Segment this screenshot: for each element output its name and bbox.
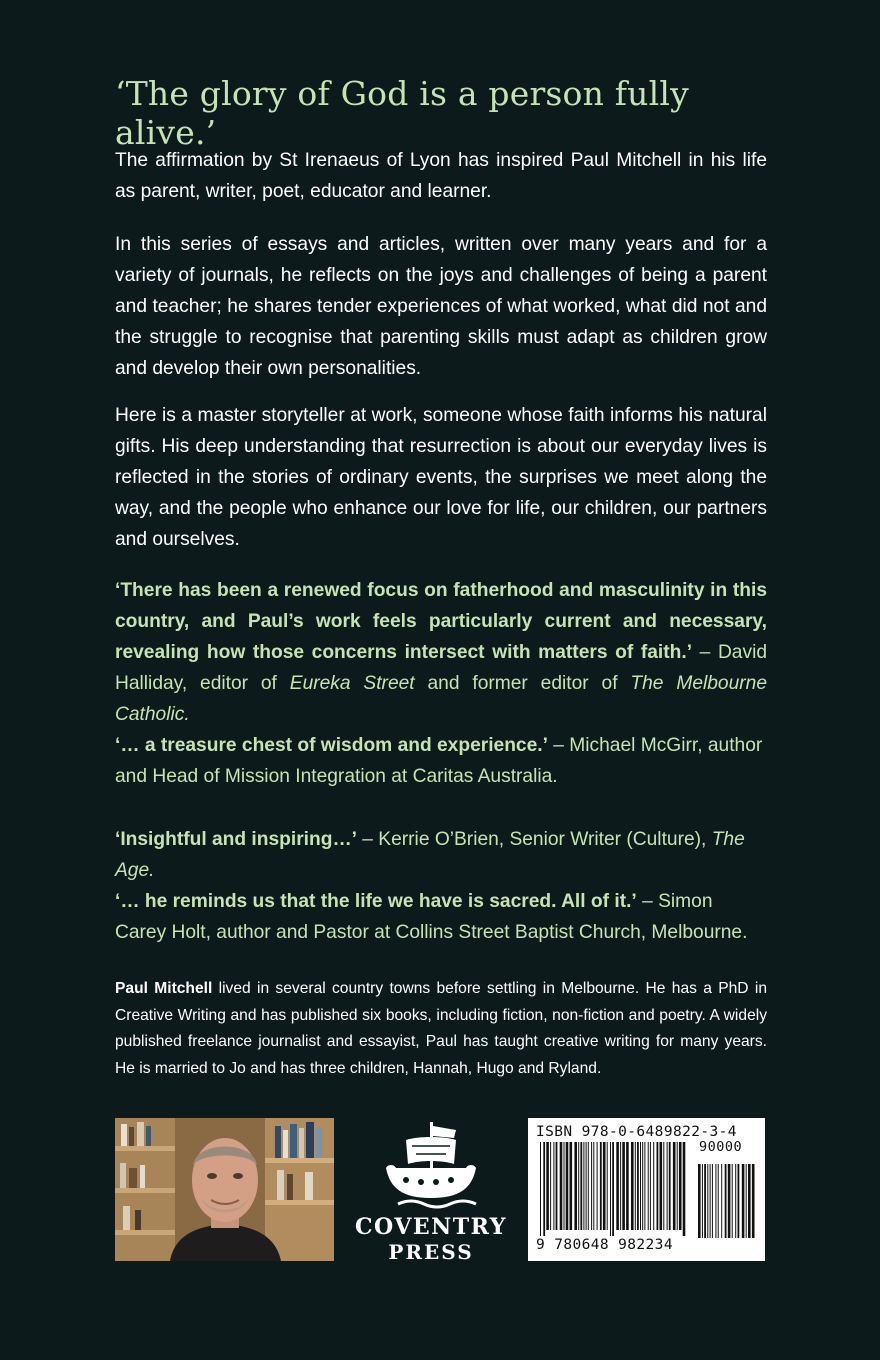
author-photo: [115, 1118, 334, 1261]
isbn-barcode: [528, 1118, 765, 1261]
barcode-bars: [536, 1142, 758, 1238]
isbn-label: ISBN 978-0-6489822-3-4: [536, 1124, 737, 1140]
publication-title: Eureka Street: [289, 673, 415, 694]
endorsement-quote: ‘… a treasure chest of wisdom and experience.’: [115, 735, 548, 756]
endorsement-1: [115, 575, 767, 730]
author-name: Paul Mitchell: [115, 980, 213, 997]
barcode-addon-digits: 90000: [699, 1139, 743, 1155]
publisher-name-line1: COVENTRY: [355, 1214, 507, 1240]
endorsement-4: [115, 886, 767, 948]
author-bio-text: lived in several country towns before settling in Melbourne. He has a PhD in Creative Writing and has published six books, including fiction, non-fiction and poetry. A widely published freelance journalist and essayist, Paul has taught creative writing for many years. He is married to Jo and has three children, Hannah, Hugo and Ryland.: [115, 980, 767, 1077]
endorsement-quote: ‘Insightful and inspiring…’: [115, 829, 357, 850]
endorsement-attribution: – Kerrie O’Brien, Senior Writer (Culture),: [356, 829, 712, 850]
publication-title: The Melbourne Catholic.: [115, 673, 767, 725]
endorsement-quote: ‘… he reminds us that the life we have is sacred. All of it.’: [115, 891, 637, 912]
headline-quote: ‘The glory of God is a person fully alive.’: [115, 74, 689, 152]
endorsement-attribution: – Simon Carey Holt, author and Pastor at Collins Street Baptist Church, Melbourne.: [115, 891, 748, 943]
endorsement-3: [115, 824, 767, 886]
endorsement-attribution: – David Halliday, editor of: [115, 642, 768, 694]
publisher-name-line2: PRESS: [388, 1240, 474, 1264]
endorsement-2: [115, 730, 767, 792]
description-paragraph-3: Here is a master storyteller at work, someone whose faith informs his natural gifts. His deep understanding that resurrection is about our everyday lives is reflected in the stories of ordinary events, the surprises we meet along the way, and the people who enhance our love for life, our children, our partners and ourselves.: [115, 405, 767, 550]
ship-icon: [376, 1118, 486, 1210]
endorsement-attribution: and former editor of: [414, 673, 631, 694]
endorsement-attribution: – Michael McGirr, author and Head of Mission Integration at Caritas Australia.: [115, 735, 763, 787]
publication-title: The Age.: [115, 829, 745, 881]
author-bio: [115, 976, 767, 1082]
endorsement-quote: ‘There has been a renewed focus on fatherhood and masculinity in this country, and Paul’s work feels particularly current and necessary, revealing how those concerns intersect with matters of faith.’: [115, 580, 767, 663]
publisher-logo: [344, 1118, 518, 1268]
description-paragraph-2: In this series of essays and articles, written over many years and for a variety of journals, he reflects on the joys and challenges of being a parent and teacher; he shares tender experiences of what worked, what did not and the struggle to recognise that parenting skills must adapt as children grow and develop their own personalities.: [115, 234, 767, 379]
description-paragraph-1: The affirmation by St Irenaeus of Lyon has inspired Paul Mitchell in his life as parent, writer, poet, educator and learner.: [115, 150, 767, 202]
barcode-ean-digits: 9 780648 982234: [536, 1237, 673, 1253]
